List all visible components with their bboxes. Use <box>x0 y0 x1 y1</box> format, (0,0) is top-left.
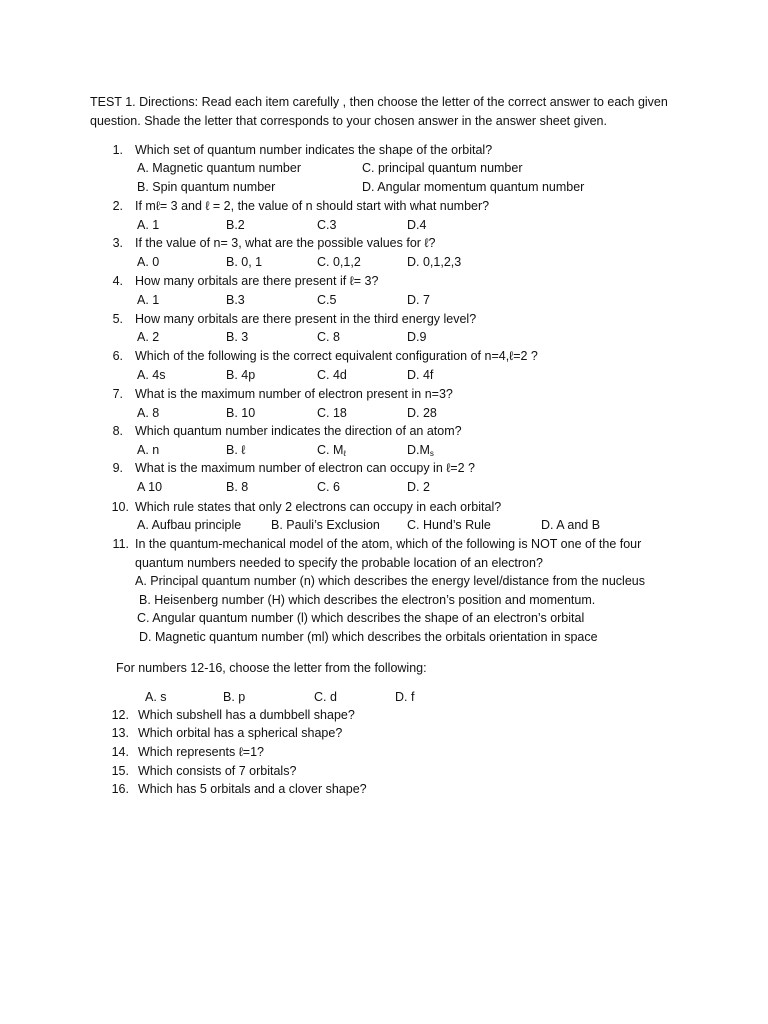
option-a: A 10 <box>137 480 163 494</box>
question-text: Which of the following is the correct equivalent configuration of n=4,ℓ=2 ? <box>135 349 538 363</box>
option-c: C. 4d <box>317 368 347 382</box>
question-text: Which rule states that only 2 electrons can occupy in each orbital? <box>135 500 502 514</box>
option-c: C. 8 <box>317 330 340 344</box>
option-b: B.2 <box>226 218 245 232</box>
option-c-text: C. M <box>317 443 344 457</box>
question-text: In the quantum-mechanical model of the atom, which of the following is NOT one of the four <box>135 537 642 551</box>
directions-line-1: TEST 1. Directions: Read each item carefully , then choose the letter of the correct answer to each given <box>90 95 668 109</box>
option-c: C. 0,1,2 <box>317 255 361 269</box>
question-number: 3. <box>112 236 123 250</box>
option-d <box>407 442 434 462</box>
item-text: Which subshell has a dumbbell shape? <box>138 708 355 722</box>
section-intro: For numbers 12-16, choose the letter from the following: <box>116 661 427 675</box>
item-text: Which has 5 orbitals and a clover shape? <box>138 782 367 796</box>
option-c: C. Angular quantum number (l) which describes the shape of an electron’s orbital <box>137 611 585 625</box>
question-text-continued: quantum numbers needed to specify the probable location of an electron? <box>135 556 543 570</box>
option-b: B. 0, 1 <box>226 255 263 269</box>
option-b: B. Spin quantum number <box>137 180 276 194</box>
question-text: If mℓ= 3 and ℓ = 2, the value of n should start with what number? <box>135 199 490 213</box>
option-c: C. Hund’s Rule <box>407 518 491 532</box>
question-text: What is the maximum number of electron present in n=3? <box>135 387 453 401</box>
option-a: A. 8 <box>137 406 160 420</box>
option-b: B.3 <box>226 293 245 307</box>
item-text: Which consists of 7 orbitals? <box>138 764 297 778</box>
option-c: C. 18 <box>317 406 347 420</box>
option-d: D. 2 <box>407 480 430 494</box>
option-a: A. 2 <box>137 330 160 344</box>
choice-c: C. d <box>314 690 337 704</box>
question-number: 10. <box>111 500 129 514</box>
question-number: 8. <box>112 424 123 438</box>
option-a: A. Principal quantum number (n) which describes the energy level/distance from the nucleus <box>135 574 645 588</box>
item-number: 13. <box>111 726 129 740</box>
option-c: C. 6 <box>317 480 340 494</box>
choice-a: A. s <box>145 690 167 704</box>
option-d: D. 0,1,2,3 <box>407 255 462 269</box>
option-b: B. Heisenberg number (H) which describes the electron’s position and momentum. <box>139 593 596 607</box>
option-d-text: D.M <box>407 443 430 457</box>
question-number: 7. <box>112 387 123 401</box>
choice-b: B. p <box>223 690 246 704</box>
question-text: Which quantum number indicates the direction of an atom? <box>135 424 462 438</box>
option-d: D. 4f <box>407 368 434 382</box>
option-d: D. 7 <box>407 293 430 307</box>
question-number: 4. <box>112 274 123 288</box>
option-d: D. A and B <box>541 518 601 532</box>
option-a: A. 1 <box>137 218 160 232</box>
option-d: D. Angular momentum quantum number <box>362 180 585 194</box>
option-d: D. Magnetic quantum number (ml) which describes the orbitals orientation in space <box>139 630 598 644</box>
item-number: 12. <box>111 708 129 722</box>
option-b: B. 8 <box>226 480 249 494</box>
item-text: Which represents ℓ=1? <box>138 745 264 759</box>
choice-d: D. f <box>395 690 415 704</box>
item-number: 15. <box>111 764 129 778</box>
question-text: Which set of quantum number indicates the shape of the orbital? <box>135 143 493 157</box>
question-number: 6. <box>112 349 123 363</box>
question-number: 1. <box>112 143 123 157</box>
question-number: 9. <box>112 461 123 475</box>
question-text: How many orbitals are there present if ℓ= 3? <box>135 274 379 288</box>
option-d: D. 28 <box>407 406 437 420</box>
directions-line-2: question. Shade the letter that corresponds to your chosen answer in the answer sheet given. <box>90 114 607 128</box>
option-c: C. principal quantum number <box>362 161 523 175</box>
item-number: 14. <box>111 745 129 759</box>
question-number: 11. <box>112 537 129 551</box>
option-d: D.4 <box>407 218 427 232</box>
option-c <box>317 442 346 462</box>
option-b: B. ℓ <box>226 443 246 457</box>
subscript-l: ℓ <box>343 449 346 458</box>
option-d: D.9 <box>407 330 427 344</box>
question-text: How many orbitals are there present in the third energy level? <box>135 312 477 326</box>
option-a: A. n <box>137 443 160 457</box>
question-number: 2. <box>112 199 123 213</box>
item-number: 16. <box>111 782 129 796</box>
option-c: C.5 <box>317 293 337 307</box>
option-a: A. 4s <box>137 368 166 382</box>
option-a: A. Magnetic quantum number <box>137 161 301 175</box>
option-b: B. 10 <box>226 406 256 420</box>
question-number: 5. <box>112 312 123 326</box>
question-text: What is the maximum number of electron can occupy in ℓ=2 ? <box>135 461 475 475</box>
option-b: B. 4p <box>226 368 256 382</box>
option-a: A. 0 <box>137 255 160 269</box>
item-text: Which orbital has a spherical shape? <box>138 726 343 740</box>
option-a: A. Aufbau principle <box>137 518 242 532</box>
question-text: If the value of n= 3, what are the possible values for ℓ? <box>135 236 436 250</box>
subscript-s: s <box>429 449 434 458</box>
option-b: B. Pauli’s Exclusion <box>271 518 380 532</box>
option-a: A. 1 <box>137 293 160 307</box>
option-c: C.3 <box>317 218 337 232</box>
option-b: B. 3 <box>226 330 249 344</box>
